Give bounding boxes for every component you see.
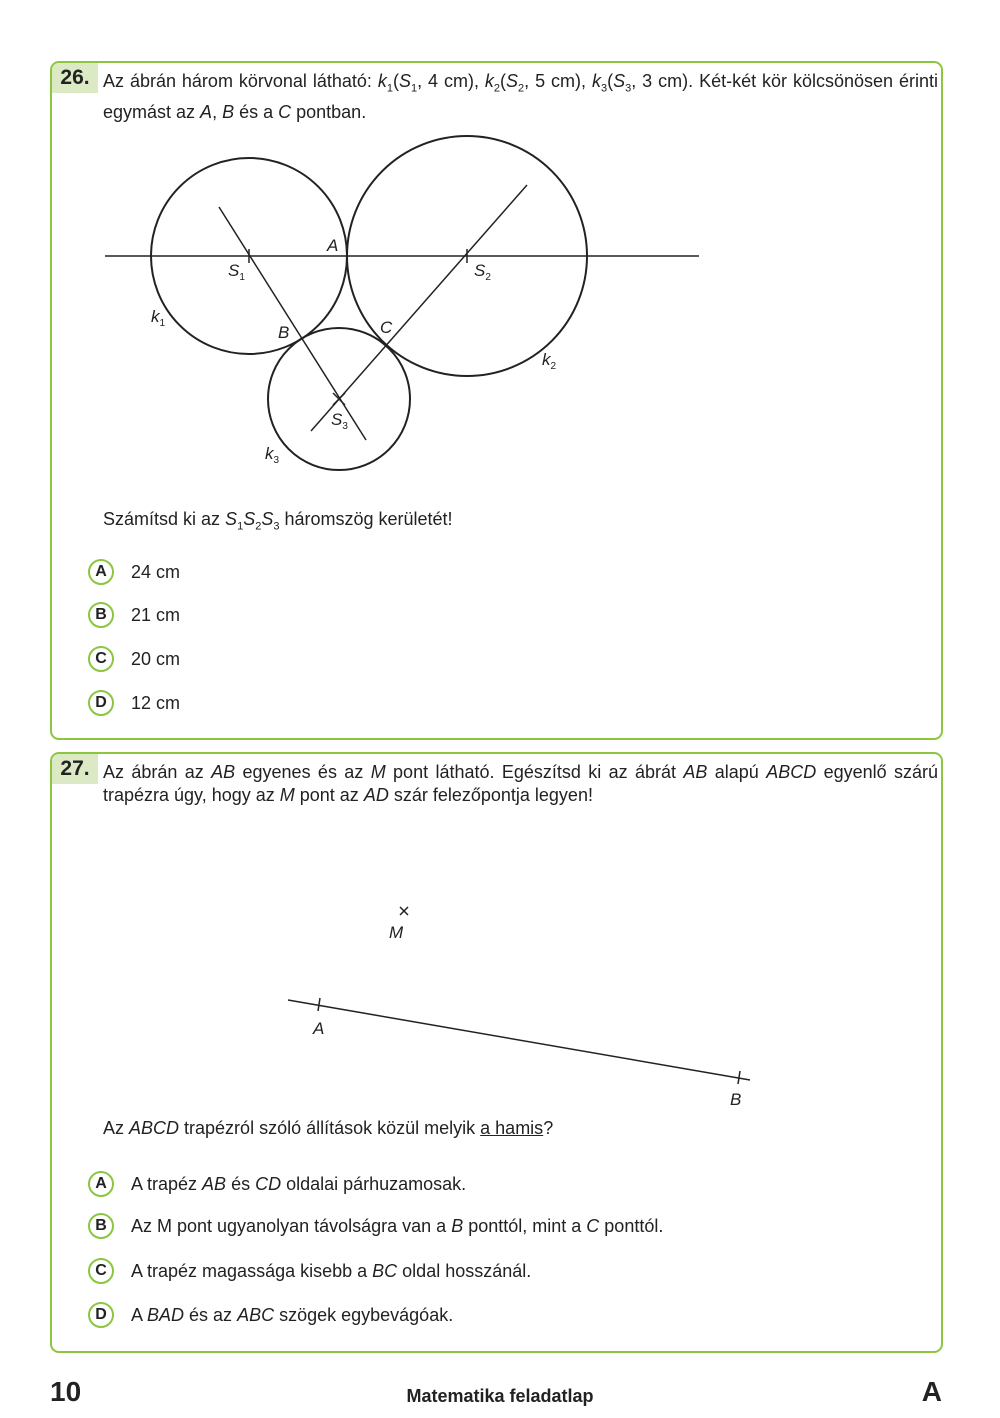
label-s: S <box>474 261 486 280</box>
text-part: pontban. <box>291 101 367 122</box>
page-number: 10 <box>50 1376 82 1407</box>
point-name: S <box>243 509 256 529</box>
text-part: , 3 cm). <box>631 71 700 91</box>
option-text <box>131 1216 663 1237</box>
point-name: C <box>586 1215 600 1236</box>
page-footer <box>0 1376 1000 1416</box>
center-name: S <box>398 71 411 91</box>
text-part: , 5 cm), <box>524 71 592 91</box>
label-sub: 1 <box>159 318 166 329</box>
subscript: 2 <box>518 82 525 95</box>
label-sub: 3 <box>342 421 348 432</box>
circle-name: k <box>377 71 387 91</box>
text-part: egyenes és az <box>235 762 371 782</box>
subscript: 1 <box>386 82 393 95</box>
text-part: Az <box>103 1118 130 1138</box>
option-a[interactable] <box>88 557 180 587</box>
point-name: B <box>222 101 235 122</box>
task-number: 27. <box>52 754 98 784</box>
option-letter[interactable]: A <box>88 1171 114 1197</box>
text-part: ( <box>500 71 507 91</box>
option-d[interactable] <box>88 1300 453 1330</box>
line-s1-s3 <box>219 207 366 440</box>
emphasis: a hamis <box>480 1118 544 1138</box>
text-part: pont látható. Egészítsd ki az ábrát <box>385 762 684 782</box>
text-part: Két-két kör kölcsönösen érinti egymást az <box>103 71 938 122</box>
trapezoid-figure <box>52 754 942 1114</box>
option-letter[interactable]: B <box>88 602 114 628</box>
circles-figure <box>52 63 942 493</box>
point-name: S <box>225 509 238 529</box>
line-ab <box>288 1000 750 1080</box>
side-name: AD <box>363 785 389 805</box>
label-sub: 2 <box>550 361 557 372</box>
option-c[interactable] <box>88 644 180 674</box>
circle-name: k <box>484 71 494 91</box>
center-name: S <box>613 71 626 91</box>
label-s2 <box>474 261 491 283</box>
angle-name: BAD <box>147 1304 185 1325</box>
text-part: A trapéz <box>131 1173 203 1194</box>
subscript: 2 <box>255 520 262 533</box>
label-sub: 3 <box>273 455 280 466</box>
label-k3 <box>265 444 280 466</box>
tick-b <box>738 1071 740 1084</box>
footer-title: Matematika feladatlap <box>406 1386 594 1406</box>
subscript: 3 <box>625 82 632 95</box>
point-name: B <box>451 1215 464 1236</box>
label-s1 <box>228 261 245 283</box>
text-part: ponttól. <box>599 1215 664 1236</box>
task-27-box <box>50 752 943 1353</box>
side-name: CD <box>255 1173 282 1194</box>
task-number: 26. <box>52 63 98 93</box>
label-k: k <box>542 350 551 369</box>
subscript: 1 <box>410 82 418 95</box>
option-text <box>131 1174 466 1195</box>
label-s3 <box>331 410 348 432</box>
text-part: ponttól, mint a <box>463 1215 587 1236</box>
label-sub: 1 <box>239 272 245 283</box>
text-part: egyenlő szárú trapézra úgy, hogy az <box>103 762 938 805</box>
shape-name: ABCD <box>766 762 817 782</box>
text-part: , <box>212 101 223 122</box>
label-k1 <box>151 307 166 329</box>
point-name: A <box>200 101 213 122</box>
point-name: S <box>261 509 274 529</box>
center-name: S <box>506 71 519 91</box>
text-part: szögek egybevágóak. <box>274 1304 454 1325</box>
option-a[interactable] <box>88 1169 466 1199</box>
text-part: háromszög kerületét! <box>279 509 453 529</box>
text-part: ( <box>392 71 399 91</box>
test-version: A <box>921 1376 942 1407</box>
text-part: alapú <box>707 762 767 782</box>
option-text <box>131 1305 453 1326</box>
option-letter[interactable]: C <box>88 1258 114 1284</box>
option-text: 20 cm <box>131 648 181 669</box>
label-k: k <box>151 307 160 326</box>
text-part: A <box>131 1304 148 1325</box>
text-part: és a <box>234 101 279 122</box>
text-part: Az ábrán három körvonal látható: <box>103 71 378 91</box>
text-part: trapézról szóló állítások közül melyik <box>179 1118 481 1138</box>
text-part: pont az <box>294 785 364 805</box>
task-26-box <box>50 61 943 740</box>
point-name: C <box>278 101 292 122</box>
option-text <box>131 1261 531 1282</box>
side-name: AB <box>202 1173 227 1194</box>
option-d[interactable] <box>88 688 180 718</box>
label-s: S <box>331 410 343 429</box>
option-letter[interactable]: A <box>88 559 114 585</box>
label-s: S <box>228 261 240 280</box>
label-k2 <box>542 350 557 372</box>
subscript: 3 <box>600 82 608 95</box>
option-letter[interactable]: D <box>88 690 114 716</box>
option-text: 12 cm <box>131 692 181 713</box>
side-name: BC <box>372 1260 398 1281</box>
text-part: Az M pont ugyanolyan távolságra van a <box>131 1215 452 1236</box>
label-c: C <box>380 318 393 337</box>
option-letter[interactable]: B <box>88 1213 114 1239</box>
text-part: ? <box>543 1118 554 1138</box>
text-part: ( <box>607 71 614 91</box>
option-letter[interactable]: D <box>88 1302 114 1328</box>
option-c[interactable] <box>88 1256 531 1286</box>
text-part: és az <box>184 1304 238 1325</box>
line-name: AB <box>211 762 236 782</box>
label-a: A <box>327 236 339 255</box>
label-k: k <box>265 444 274 463</box>
subscript: 3 <box>273 520 280 533</box>
label-sub: 2 <box>485 272 491 283</box>
option-text: 24 cm <box>131 561 181 582</box>
subscript: 2 <box>493 82 501 95</box>
angle-name: ABC <box>237 1304 275 1325</box>
tick-a <box>318 998 320 1011</box>
label-m: M <box>389 923 404 942</box>
line-name: AB <box>683 762 708 782</box>
subscript: 1 <box>237 520 244 533</box>
question-text <box>103 509 453 533</box>
label-b: B <box>730 1090 742 1109</box>
label-b: B <box>278 323 290 342</box>
text-part: és <box>226 1173 256 1194</box>
text-part: Az ábrán az <box>103 762 212 782</box>
circle-name: k <box>591 71 601 91</box>
point-name: M <box>370 762 386 782</box>
text-part: , 4 cm), <box>417 71 485 91</box>
label-a: A <box>313 1019 325 1038</box>
text-part: szár felezőpontja legyen! <box>388 785 593 805</box>
question-text <box>103 1118 553 1139</box>
option-text: 21 cm <box>131 604 181 625</box>
text-part: Számítsd ki az <box>103 509 226 529</box>
text-part: A trapéz magassága kisebb a <box>131 1260 373 1281</box>
shape-name: ABCD <box>129 1118 180 1138</box>
option-letter[interactable]: C <box>88 646 114 672</box>
text-part: oldalai párhuzamosak. <box>281 1173 467 1194</box>
point-name: M <box>279 785 295 805</box>
option-b[interactable] <box>88 1211 663 1241</box>
option-b[interactable] <box>88 600 180 630</box>
text-part: oldal hosszánál. <box>397 1260 532 1281</box>
